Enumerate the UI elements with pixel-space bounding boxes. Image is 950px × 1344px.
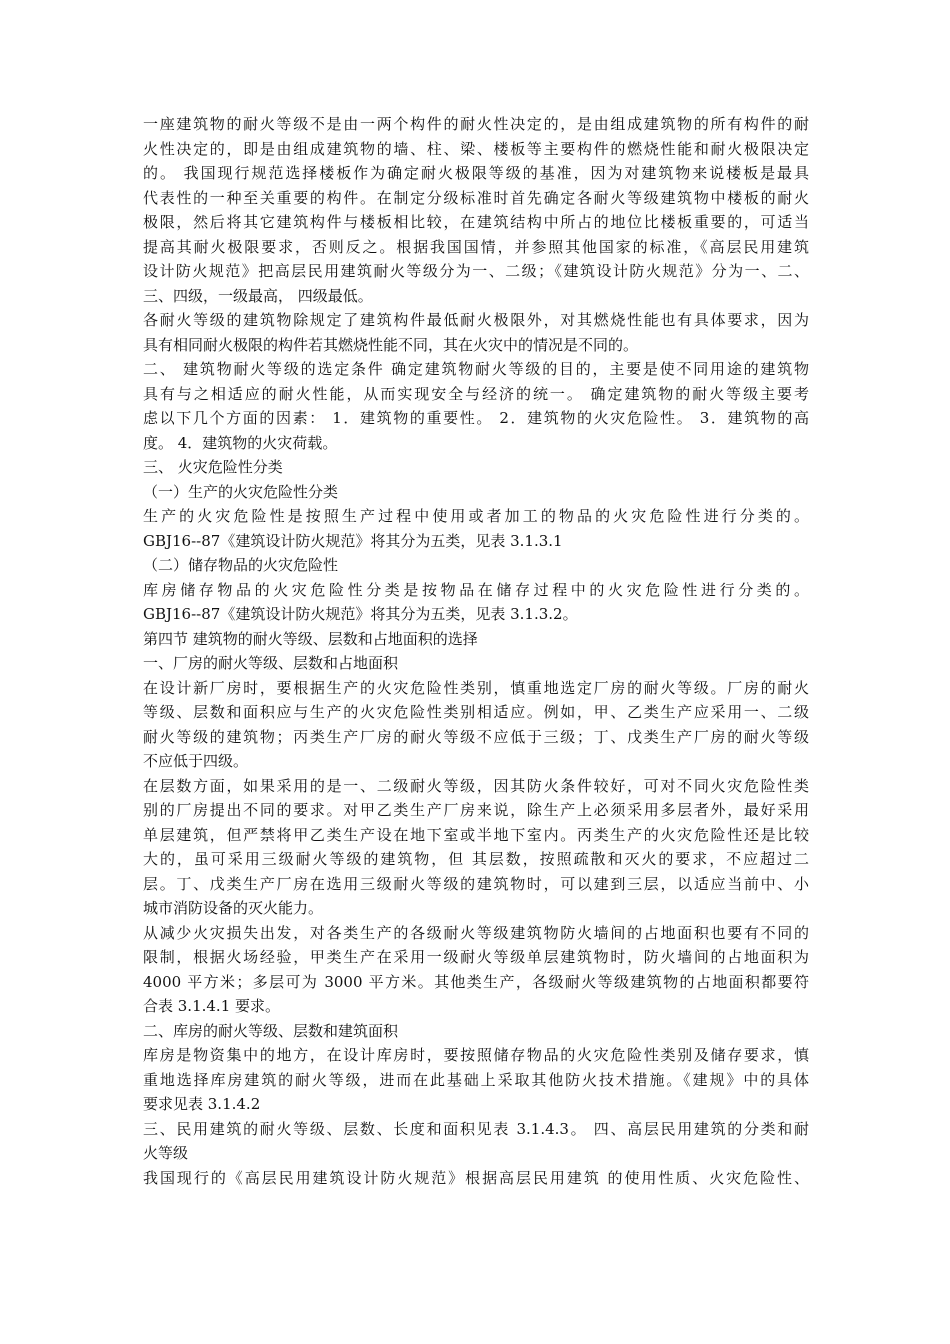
text-line: 在层数方面，如果采用的是一、二级耐火等级，因其防火条件较好，可对不同火灾危险性类: [143, 776, 809, 795]
text-line: 城市消防设备的灭火能力。: [143, 899, 324, 917]
text-line: 提高其耐火极限要求，否则反之。根据我国国情，并参照其他国家的标准，《高层民用建筑: [143, 237, 809, 256]
text-line: 二、 建筑物耐火等级的选定条件 确定建筑物耐火等级的目的，主要是使不同用途的建筑物: [143, 360, 809, 378]
text-line: 火性决定的，即是由组成建筑物的墙、柱、梁、楼板等主要构件的燃烧性能和耐火极限决定: [143, 139, 809, 158]
text-line: （二）储存物品的火灾危险性: [143, 556, 339, 574]
text-line: 火等级: [143, 1144, 189, 1162]
text-line: 大的，虽可采用三级耐火等级的建筑物，但 其层数，按照疏散和灭火的要求，不应超过二: [143, 850, 809, 868]
text-line: 合表 3.1.4.1 要求。: [143, 997, 281, 1015]
text-line: 层。丁、戊类生产厂房在选用三级耐火等级的建筑物时，可以建到三层，以适应当前中、小: [143, 874, 809, 893]
text-line: 不应低于四级。: [143, 752, 249, 770]
text-line: 度。 4．建筑物的火灾荷载。: [143, 433, 338, 452]
text-line: 在设计新厂房时，要根据生产的火灾危险性类别，慎重地选定厂房的耐火等级。厂房的耐火: [143, 678, 809, 697]
text-line: 二、库房的耐火等级、层数和建筑面积: [143, 1021, 399, 1040]
text-line: 库房是物资集中的地方，在设计库房时，要按照储存物品的火灾危险性类别及储存要求，慎: [143, 1046, 809, 1064]
text-line: 从减少火灾损失出发，对各类生产的各级耐火等级建筑物防火墙间的占地面积也要有不同的: [143, 923, 809, 942]
text-line: 4000 平方米；多层可为 3000 平方米。其他类生产，各级耐火等级建筑物的占地面积都要符: [143, 972, 809, 991]
text-line: 一、厂房的耐火等级、层数和占地面积: [143, 654, 399, 672]
text-line: 的。 我国现行规范选择楼板作为确定耐火极限等级的基准，因为对建筑物来说楼板是最具: [143, 164, 809, 182]
text-line: GBJ16--87《建筑设计防火规范》将其分为五类，见表 3.1.3.1: [143, 531, 563, 550]
text-line: 具有相同耐火极限的构件若其燃烧性能不同，其在火灾中的情况是不同的。: [143, 335, 639, 354]
text-line: GBJ16--87《建筑设计防火规范》将其分为五类，见表 3.1.3.2。: [143, 605, 578, 623]
text-line: 重地选择库房建筑的耐火等级，进而在此基础上采取其他防火技术措施。《建规》中的具体: [143, 1070, 809, 1089]
text-line: 虑以下几个方面的因素： 1．建筑物的重要性。 2．建筑物的火灾危险性。 3．建筑物的高: [143, 409, 809, 427]
text-line: 耐火等级的建筑物；丙类生产厂房的耐火等级不应低于三级；丁、戊类生产厂房的耐火等级: [143, 727, 809, 746]
text-line: 限制，根据火场经验，甲类生产在采用一级耐火等级单层建筑物时，防火墙间的占地面积为: [143, 948, 809, 966]
text-line: 第四节 建筑物的耐火等级、层数和占地面积的选择: [143, 629, 478, 648]
text-line: 各耐火等级的建筑物除规定了建筑构件最低耐火极限外，对其燃烧性能也有具体要求，因为: [143, 311, 809, 329]
text-line: 单层建筑，但严禁将甲乙类生产设在地下室或半地下室内。丙类生产的火灾危险性还是比较: [143, 825, 809, 844]
text-line: 具有与之相适应的耐火性能，从而实现安全与经济的统一。 确定建筑物的耐火等级主要考: [143, 384, 809, 403]
document-body: [143, 112, 809, 1190]
text-line: （一）生产的火灾危险性分类: [143, 482, 339, 501]
text-line: 极限，然后将其它建筑构件与楼板相比较，在建筑结构中所占的地位比楼板重要的，可适当: [143, 213, 809, 231]
text-line: 代表性的一种至关重要的构件。在制定分级标准时首先确定各耐火等级建筑物中楼板的耐火: [143, 188, 809, 207]
text-line: 设计防火规范》把高层民用建筑耐火等级分为一、二级；《建筑设计防火规范》分为一、二、: [143, 262, 809, 280]
text-line: 要求见表 3.1.4.2: [143, 1095, 261, 1113]
text-line: 别的厂房提出不同的要求。对甲乙类生产厂房来说，除生产上必须采用多层者外，最好采用: [143, 801, 809, 819]
text-line: 三、民用建筑的耐火等级、层数、长度和面积见表 3.1.4.3。 四、高层民用建筑的分类和耐: [143, 1119, 809, 1138]
text-line: 三、 火灾危险性分类: [143, 458, 283, 476]
text-line: 一座建筑物的耐火等级不是由一两个构件的耐火性决定的，是由组成建筑物的所有构件的耐: [143, 115, 809, 133]
text-line: 生产的火灾危险性是按照生产过程中使用或者加工的物品的火灾危险性进行分类的。: [143, 507, 809, 525]
text-line: 库房储存物品的火灾危险性分类是按物品在储存过程中的火灾危险性进行分类的。: [143, 580, 809, 599]
text-line: 我国现行的《高层民用建筑设计防火规范》根据高层民用建筑 的使用性质、火灾危险性、: [143, 1168, 809, 1187]
text-line: 等级、层数和面积应与生产的火灾危险性类别相适应。例如，甲、乙类生产应采用一、二级: [143, 703, 809, 721]
text-line: 三、四级，一级最高， 四级最低。: [143, 286, 373, 305]
